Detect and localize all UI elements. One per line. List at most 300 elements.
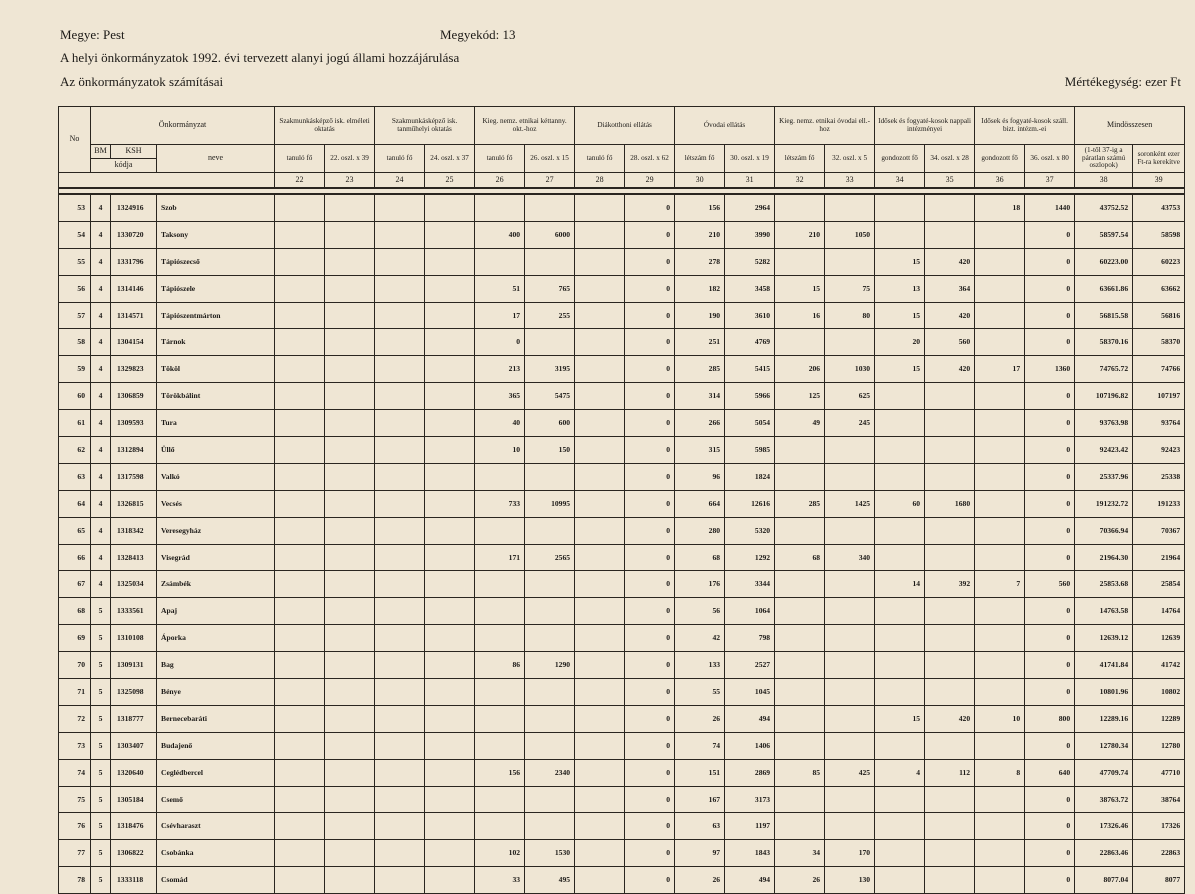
value-cell: 58597.54 (1075, 221, 1133, 248)
value-cell: 420 (925, 302, 975, 329)
column-number: 36 (975, 173, 1025, 189)
value-cell: 0 (625, 329, 675, 356)
table-row (59, 544, 1185, 571)
value-cell (575, 732, 625, 759)
value-cell: 494 (725, 705, 775, 732)
row-number: 76 (59, 813, 91, 840)
ksh-code: 1325034 (111, 571, 157, 598)
table-row (59, 625, 1185, 652)
value-cell (375, 383, 425, 410)
value-cell (325, 275, 375, 302)
bm-code: 5 (91, 598, 111, 625)
value-cell (275, 329, 325, 356)
value-cell (875, 437, 925, 464)
value-cell: 8077 (1133, 867, 1185, 894)
municipality-name: Törökbálint (157, 383, 275, 410)
value-cell: 22863 (1133, 840, 1185, 867)
value-cell (825, 463, 875, 490)
value-cell: 107197 (1133, 383, 1185, 410)
value-cell: 0 (1025, 813, 1075, 840)
municipality-name: Tárnok (157, 329, 275, 356)
value-cell: 167 (675, 786, 725, 813)
value-cell: 41741.84 (1075, 652, 1133, 679)
ksh-code: 1318777 (111, 705, 157, 732)
group-header: Kieg. nemz. etnikai kéttanny. okt.-hoz (475, 107, 575, 145)
value-cell: 494 (725, 867, 775, 894)
value-cell (475, 517, 525, 544)
value-cell (425, 813, 475, 840)
value-cell (475, 786, 525, 813)
col-no-header: No (59, 107, 91, 173)
value-cell (275, 625, 325, 652)
value-cell (375, 732, 425, 759)
subheader: gondozott fő (875, 145, 925, 173)
municipality-name: Taksony (157, 221, 275, 248)
municipality-name: Apaj (157, 598, 275, 625)
municipality-name: Visegrád (157, 544, 275, 571)
value-cell: 0 (625, 544, 675, 571)
value-cell (875, 383, 925, 410)
value-cell: 10802 (1133, 679, 1185, 706)
table-row (59, 410, 1185, 437)
value-cell (575, 517, 625, 544)
subheader: 32. oszl. x 5 (825, 145, 875, 173)
value-cell: 2869 (725, 759, 775, 786)
row-number: 54 (59, 221, 91, 248)
value-cell: 3195 (525, 356, 575, 383)
value-cell (975, 275, 1025, 302)
value-cell: 12639.12 (1075, 625, 1133, 652)
value-cell: 56 (675, 598, 725, 625)
column-number: 31 (725, 173, 775, 189)
table-row (59, 490, 1185, 517)
value-cell: 0 (625, 786, 675, 813)
value-cell: 0 (1025, 840, 1075, 867)
value-cell: 1843 (725, 840, 775, 867)
table-row (59, 598, 1185, 625)
value-cell (475, 571, 525, 598)
ksh-code: 1324916 (111, 194, 157, 221)
value-cell (775, 248, 825, 275)
value-cell (575, 867, 625, 894)
value-cell: 280 (675, 517, 725, 544)
value-cell (375, 463, 425, 490)
value-cell: 0 (625, 652, 675, 679)
row-number: 67 (59, 571, 91, 598)
document-title: A helyi önkormányzatok 1992. évi tervezett alanyi jogú állami hozzájárulása (60, 50, 460, 65)
value-cell: 47709.74 (1075, 759, 1133, 786)
value-cell (475, 732, 525, 759)
value-cell: 85 (775, 759, 825, 786)
value-cell: 12616 (725, 490, 775, 517)
value-cell: 102 (475, 840, 525, 867)
row-number: 55 (59, 248, 91, 275)
value-cell (975, 840, 1025, 867)
value-cell (875, 517, 925, 544)
value-cell: 2964 (725, 194, 775, 221)
value-cell: 3610 (725, 302, 775, 329)
value-cell (475, 679, 525, 706)
table-row (59, 679, 1185, 706)
value-cell: 364 (925, 275, 975, 302)
value-cell (425, 867, 475, 894)
value-cell (275, 867, 325, 894)
value-cell (375, 705, 425, 732)
ksh-code: 1314571 (111, 302, 157, 329)
bm-code: 5 (91, 813, 111, 840)
value-cell: 150 (525, 437, 575, 464)
value-cell: 60223 (1133, 248, 1185, 275)
value-cell: 0 (625, 759, 675, 786)
value-cell: 640 (1025, 759, 1075, 786)
value-cell (375, 329, 425, 356)
value-cell (425, 437, 475, 464)
column-number: 32 (775, 173, 825, 189)
value-cell: 14 (875, 571, 925, 598)
subheader: 26. oszl. x 15 (525, 145, 575, 173)
value-cell: 0 (625, 194, 675, 221)
value-cell (975, 652, 1025, 679)
value-cell: 4 (875, 759, 925, 786)
value-cell: 400 (475, 221, 525, 248)
value-cell (325, 759, 375, 786)
value-cell (975, 329, 1025, 356)
subheader: tanuló fő (575, 145, 625, 173)
ksh-code: 1314146 (111, 275, 157, 302)
value-cell: 47710 (1133, 759, 1185, 786)
municipality-name: Budajenő (157, 732, 275, 759)
table-row (59, 571, 1185, 598)
value-cell (375, 517, 425, 544)
value-cell: 255 (525, 302, 575, 329)
value-cell (525, 463, 575, 490)
value-cell: 17 (475, 302, 525, 329)
value-cell: 26 (675, 705, 725, 732)
bm-code: 4 (91, 275, 111, 302)
value-cell (375, 786, 425, 813)
ksh-code: 1305184 (111, 786, 157, 813)
value-cell (875, 867, 925, 894)
value-cell: 2340 (525, 759, 575, 786)
bm-code: 5 (91, 759, 111, 786)
row-number: 68 (59, 598, 91, 625)
municipality-name: Tököl (157, 356, 275, 383)
row-number: 53 (59, 194, 91, 221)
value-cell: 1824 (725, 463, 775, 490)
value-cell (575, 221, 625, 248)
table-row (59, 302, 1185, 329)
value-cell: 0 (625, 571, 675, 598)
row-number: 78 (59, 867, 91, 894)
bm-code: 5 (91, 786, 111, 813)
value-cell: 21964.30 (1075, 544, 1133, 571)
group-header: Idősek és fogyaté-kosok száll. bizt. intézm.-ei (975, 107, 1075, 145)
value-cell (375, 437, 425, 464)
table-row (59, 437, 1185, 464)
value-cell: 3458 (725, 275, 775, 302)
value-cell (825, 786, 875, 813)
ksh-code: 1306822 (111, 840, 157, 867)
value-cell (975, 625, 1025, 652)
value-cell (425, 840, 475, 867)
value-cell (325, 221, 375, 248)
municipality-name: Csobánka (157, 840, 275, 867)
value-cell (775, 813, 825, 840)
value-cell: 285 (675, 356, 725, 383)
value-cell (575, 194, 625, 221)
value-cell: 55 (675, 679, 725, 706)
value-cell (375, 759, 425, 786)
value-cell (275, 759, 325, 786)
value-cell: 14764 (1133, 598, 1185, 625)
value-cell (775, 329, 825, 356)
ksh-code: 1333561 (111, 598, 157, 625)
value-cell: 600 (525, 410, 575, 437)
value-cell (575, 544, 625, 571)
value-cell (525, 705, 575, 732)
value-cell: 1197 (725, 813, 775, 840)
data-table (58, 106, 1185, 894)
municipality-name: Valkó (157, 463, 275, 490)
ksh-code: 1325098 (111, 679, 157, 706)
value-cell (775, 786, 825, 813)
value-cell (825, 625, 875, 652)
value-cell (975, 598, 1025, 625)
value-cell (375, 867, 425, 894)
value-cell (525, 598, 575, 625)
value-cell: 25853.68 (1075, 571, 1133, 598)
colnum-blank (59, 173, 275, 189)
value-cell: 93763.98 (1075, 410, 1133, 437)
municipality-name: Ceglédbercel (157, 759, 275, 786)
column-number: 37 (1025, 173, 1075, 189)
value-cell (825, 437, 875, 464)
value-cell (275, 705, 325, 732)
municipality-name: Zsámbék (157, 571, 275, 598)
value-cell: 14763.58 (1075, 598, 1133, 625)
value-cell (475, 463, 525, 490)
value-cell: 0 (625, 463, 675, 490)
value-cell (925, 840, 975, 867)
value-cell (575, 598, 625, 625)
value-cell: 74765.72 (1075, 356, 1133, 383)
row-number: 58 (59, 329, 91, 356)
value-cell (825, 652, 875, 679)
value-cell: 96 (675, 463, 725, 490)
value-cell: 315 (675, 437, 725, 464)
value-cell: 0 (1025, 786, 1075, 813)
value-cell (425, 383, 475, 410)
value-cell: 0 (625, 625, 675, 652)
value-cell: 12289.16 (1075, 705, 1133, 732)
value-cell (375, 410, 425, 437)
value-cell: 43752.52 (1075, 194, 1133, 221)
value-cell (575, 705, 625, 732)
value-cell: 156 (675, 194, 725, 221)
value-cell (575, 786, 625, 813)
value-cell: 16 (775, 302, 825, 329)
value-cell (525, 571, 575, 598)
value-cell: 210 (775, 221, 825, 248)
value-cell (425, 490, 475, 517)
value-cell: 171 (475, 544, 525, 571)
value-cell (575, 356, 625, 383)
value-cell: 1360 (1025, 356, 1075, 383)
ksh-code: 1318342 (111, 517, 157, 544)
value-cell: 0 (625, 437, 675, 464)
value-cell: 0 (1025, 329, 1075, 356)
subheader: 24. oszl. x 37 (425, 145, 475, 173)
column-number: 28 (575, 173, 625, 189)
column-number: 24 (375, 173, 425, 189)
value-cell: 10801.96 (1075, 679, 1133, 706)
value-cell (425, 329, 475, 356)
value-cell (525, 517, 575, 544)
group-header: Diákotthoni ellátás (575, 107, 675, 145)
value-cell: 495 (525, 867, 575, 894)
column-number: 27 (525, 173, 575, 189)
value-cell (775, 598, 825, 625)
value-cell (975, 490, 1025, 517)
value-cell (925, 194, 975, 221)
value-cell (425, 248, 475, 275)
value-cell (275, 356, 325, 383)
table-row (59, 463, 1185, 490)
value-cell (425, 544, 475, 571)
value-cell (425, 786, 475, 813)
value-cell (875, 732, 925, 759)
value-cell (825, 705, 875, 732)
value-cell (325, 437, 375, 464)
value-cell (275, 302, 325, 329)
value-cell: 58370.16 (1075, 329, 1133, 356)
value-cell: 6000 (525, 221, 575, 248)
value-cell (575, 329, 625, 356)
value-cell: 365 (475, 383, 525, 410)
value-cell: 97 (675, 840, 725, 867)
table-row (59, 840, 1185, 867)
value-cell (325, 652, 375, 679)
bm-code: 4 (91, 356, 111, 383)
value-cell: 33 (475, 867, 525, 894)
county-label: Megye: Pest (60, 27, 125, 42)
value-cell: 15 (875, 302, 925, 329)
value-cell: 151 (675, 759, 725, 786)
row-number: 66 (59, 544, 91, 571)
value-cell (275, 840, 325, 867)
value-cell (825, 732, 875, 759)
subheader: 22. oszl. x 39 (325, 145, 375, 173)
value-cell: 0 (1025, 517, 1075, 544)
ksh-code: 1326815 (111, 490, 157, 517)
value-cell: 0 (1025, 383, 1075, 410)
value-cell (925, 679, 975, 706)
value-cell: 42 (675, 625, 725, 652)
municipality-name: Tápiószele (157, 275, 275, 302)
value-cell (525, 329, 575, 356)
value-cell: 0 (1025, 625, 1075, 652)
value-cell (275, 490, 325, 517)
row-number: 71 (59, 679, 91, 706)
value-cell: 1425 (825, 490, 875, 517)
value-cell: 560 (1025, 571, 1075, 598)
column-number: 33 (825, 173, 875, 189)
bm-code: 4 (91, 490, 111, 517)
value-cell: 5475 (525, 383, 575, 410)
value-cell: 170 (825, 840, 875, 867)
column-number: 25 (425, 173, 475, 189)
value-cell (425, 571, 475, 598)
value-cell (775, 652, 825, 679)
value-cell: 34 (775, 840, 825, 867)
municipality-name: Csomád (157, 867, 275, 894)
value-cell: 25854 (1133, 571, 1185, 598)
county-code-label: Megyekód: 13 (440, 27, 516, 42)
value-cell (975, 867, 1025, 894)
value-cell: 12780 (1133, 732, 1185, 759)
value-cell (425, 679, 475, 706)
value-cell (875, 652, 925, 679)
value-cell (425, 302, 475, 329)
value-cell (425, 356, 475, 383)
row-number: 73 (59, 732, 91, 759)
value-cell (325, 463, 375, 490)
bm-code: 4 (91, 248, 111, 275)
subheader: 28. oszl. x 62 (625, 145, 675, 173)
ksh-code: 1329823 (111, 356, 157, 383)
row-number: 57 (59, 302, 91, 329)
col-ksh-header: KSH (111, 145, 157, 159)
value-cell: 92423 (1133, 437, 1185, 464)
value-cell: 15 (875, 356, 925, 383)
group-header: Kieg. nemz. etnikai óvodai ell.-hoz (775, 107, 875, 145)
value-cell (925, 732, 975, 759)
value-cell: 560 (925, 329, 975, 356)
table-row (59, 759, 1185, 786)
value-cell (825, 248, 875, 275)
value-cell (425, 598, 475, 625)
value-cell: 63662 (1133, 275, 1185, 302)
value-cell (325, 248, 375, 275)
bm-code: 4 (91, 410, 111, 437)
row-number: 60 (59, 383, 91, 410)
value-cell (425, 221, 475, 248)
value-cell: 10 (475, 437, 525, 464)
value-cell (275, 194, 325, 221)
value-cell (775, 194, 825, 221)
value-cell: 15 (875, 705, 925, 732)
ksh-code: 1328413 (111, 544, 157, 571)
column-number: 38 (1075, 173, 1133, 189)
value-cell: 92423.42 (1075, 437, 1133, 464)
value-cell: 22863.46 (1075, 840, 1133, 867)
value-cell (975, 786, 1025, 813)
value-cell (575, 463, 625, 490)
value-cell: 156 (475, 759, 525, 786)
value-cell: 10 (975, 705, 1025, 732)
value-cell: 765 (525, 275, 575, 302)
col-kodja-header: kódja (91, 159, 157, 173)
row-number: 65 (59, 517, 91, 544)
value-cell: 12639 (1133, 625, 1185, 652)
value-cell (875, 194, 925, 221)
value-cell (775, 679, 825, 706)
value-cell (375, 356, 425, 383)
value-cell (825, 517, 875, 544)
value-cell: 0 (625, 302, 675, 329)
value-cell (325, 544, 375, 571)
value-cell (975, 544, 1025, 571)
